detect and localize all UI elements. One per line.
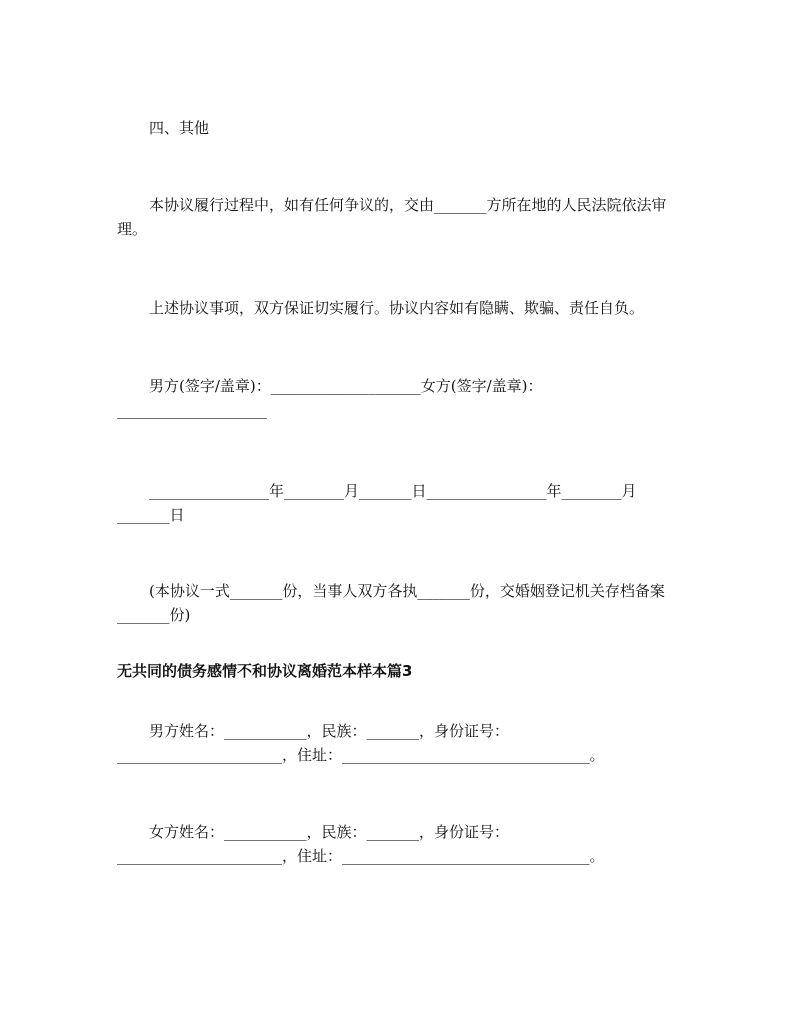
female-info: 女方姓名：___________，民族：_______，身份证号：______________________，住址：_________________________________。 [117, 823, 605, 865]
dispute-clause: 本协议履行过程中，如有任何争议的，交由_______方所在地的人民法院依法审理。 [117, 196, 667, 238]
date-line: ________________年________月_______日________________年________月_______日 [117, 482, 637, 524]
template-heading: 无共同的债务感情不和协议离婚范本样本篇3 [117, 662, 413, 680]
signature-line: 男方(签字/盖章)：____________________女方(签字/盖章)：____________________ [117, 377, 543, 419]
section-title: 四、其他 [149, 119, 210, 137]
male-info: 男方姓名：___________，民族：_______，身份证号：______________________，住址：_________________________________。 [117, 722, 605, 764]
copies-clause: (本协议一式_______份，当事人双方各执_______份，交婚姻登记机关存档备案_______份) [117, 582, 665, 624]
guarantee-clause: 上述协议事项，双方保证切实履行。协议内容如有隐瞒、欺骗、责任自负。 [149, 299, 645, 317]
